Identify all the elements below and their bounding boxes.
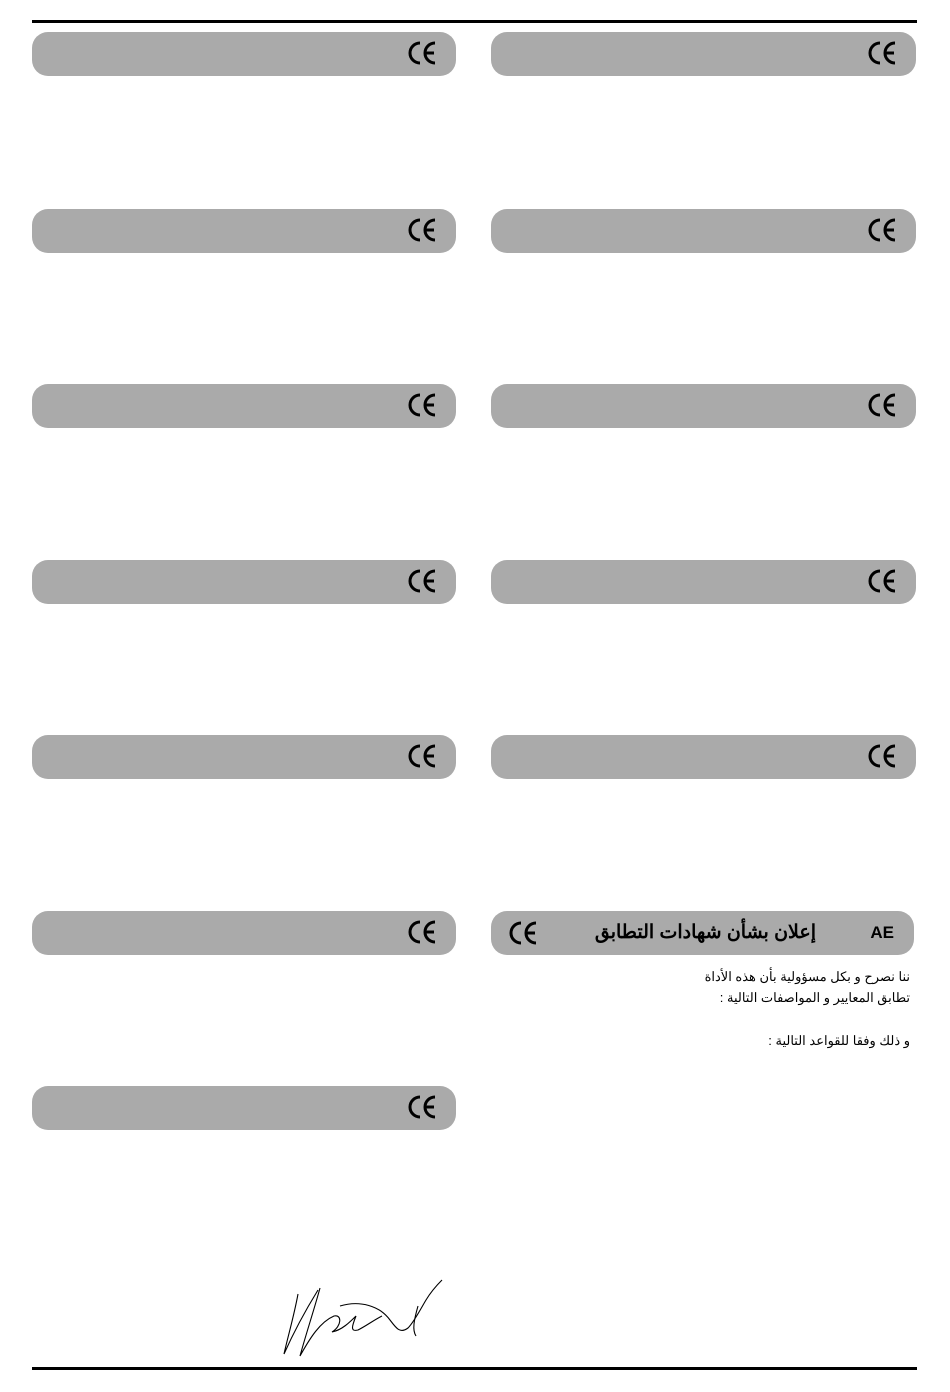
declaration-bar-left-6 [32, 911, 456, 955]
declaration-bar-left-1 [32, 32, 456, 76]
declaration-bar-left-5 [32, 735, 456, 779]
declaration-bar-left-3 [32, 384, 456, 428]
ce-mark-icon [408, 743, 438, 769]
declaration-bar-left-2 [32, 209, 456, 253]
ae-declaration-line-2: تطابق المعايير و المواصفات التالية : [719, 990, 910, 1005]
declaration-bar-right-2 [491, 209, 916, 253]
bottom-rule [32, 1367, 917, 1370]
top-rule [32, 20, 917, 23]
ce-mark-icon [868, 40, 898, 66]
language-code-badge: AE [870, 923, 894, 942]
handwritten-signature-icon [280, 1276, 450, 1358]
ce-mark-icon [408, 1094, 438, 1120]
ce-mark-icon [408, 392, 438, 418]
ae-declaration-line-3: و ذلك وفقا للقواعد التالية : [768, 1033, 910, 1048]
ae-declaration-title: إعلان بشأن شهادات التطابق [594, 922, 816, 943]
ce-mark-icon [509, 920, 539, 946]
declaration-bar-right-5 [491, 735, 916, 779]
declaration-bar-right-4 [491, 560, 916, 604]
declaration-bar-right-1 [491, 32, 916, 76]
ce-mark-icon [868, 743, 898, 769]
ce-mark-icon [868, 568, 898, 594]
declaration-bar-left-4 [32, 560, 456, 604]
declaration-bar-right-3 [491, 384, 916, 428]
declaration-bar-left-7 [32, 1086, 456, 1130]
ce-mark-icon [408, 40, 438, 66]
ce-mark-icon [868, 392, 898, 418]
ce-mark-icon [868, 217, 898, 243]
ce-mark-icon [408, 568, 438, 594]
ce-mark-icon [408, 919, 438, 945]
ae-declaration-line-1: ننا نصرح و بكل مسؤولية بأن هذه الأداة [704, 969, 910, 984]
ce-mark-icon [408, 217, 438, 243]
declaration-bar-ae [491, 911, 914, 955]
